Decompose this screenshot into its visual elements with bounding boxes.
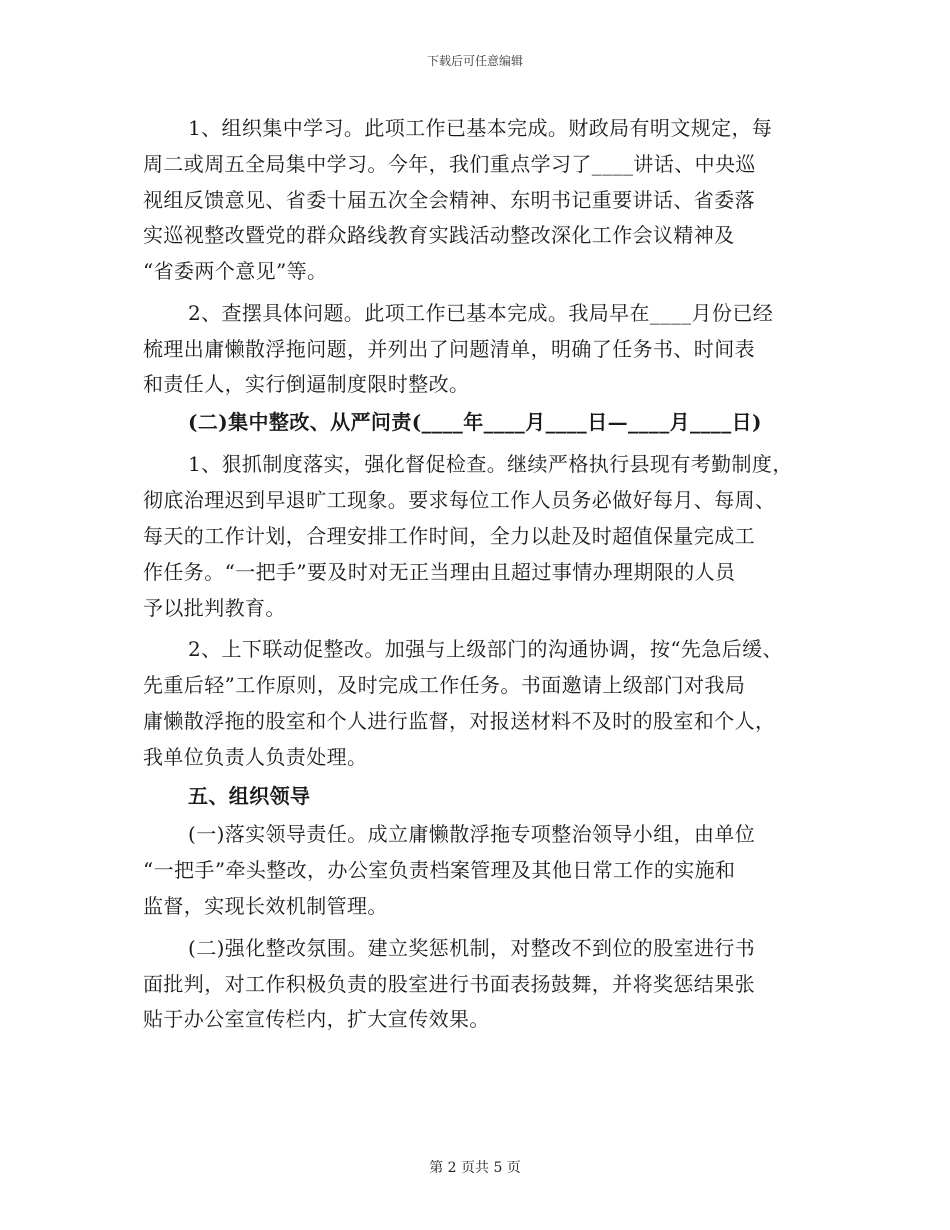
paragraph-line: 2、查摆具体问题。此项工作已基本完成。我局早在____月份已经 [188,301,774,325]
paragraph-line: 1、狠抓制度落实，强化督促检查。继续严格执行县现有考勤制度， [188,452,793,476]
paragraph-line: (一)落实领导责任。成立庸懒散浮拖专项整治领导小组，由单位 [188,822,756,846]
paragraph-line: 周二或周五全局集中学习。今年，我们重点学习了____讲话、中央巡 [143,152,756,176]
paragraph-line: 监督，实现长效机制管理。 [143,894,388,918]
paragraph-line: “一把手”牵头整改，办公室负责档案管理及其他日常工作的实施和 [143,858,736,882]
page-footer: 第 2 页共 5 页 [429,1160,521,1176]
paragraph-line: 1、组织集中学习。此项工作已基本完成。财政局有明文规定，每 [188,116,773,140]
section-heading: 五、组织领导 [188,784,311,808]
paragraph-line: (二)强化整改氛围。建立奖惩机制，对整改不到位的股室进行书 [188,936,756,960]
paragraph-line: 予以批判教育。 [143,596,286,620]
paragraph-line: 贴于办公室宣传栏内，扩大宣传效果。 [143,1007,490,1031]
paragraph-line: 视组反馈意见、省委十届五次全会精神、东明书记重要讲话、省委落 [143,188,755,212]
paragraph-line: 作任务。“一把手”要及时对无正当理由且超过事情办理期限的人员 [143,560,736,584]
paragraph-line: 和责任人，实行倒逼制度限时整改。 [143,372,470,396]
paragraph-line: 我单位负责人负责处理。 [143,745,368,769]
paragraph-line: 每天的工作计划，合理安排工作时间，全力以赴及时超值保量完成工 [143,524,755,548]
page-header: 下载后可任意编辑 [426,54,523,68]
paragraph-line: “省委两个意见”等。 [143,259,328,283]
paragraph-line: 2、上下联动促整改。加强与上级部门的沟通协调，按“先急后缓、 [188,637,783,661]
paragraph-line: 彻底治理迟到早退旷工现象。要求每位工作人员务必做好每月、每周、 [143,488,776,512]
paragraph-line: 先重后轻”工作原则，及时完成工作任务。书面邀请上级部门对我局 [143,673,746,697]
paragraph-line: 面批判，对工作积极负责的股室进行书面表扬鼓舞，并将奖惩结果张 [143,972,755,996]
paragraph-line: 实巡视整改暨党的群众路线教育实践活动整改深化工作会议精神及 [143,223,735,247]
section-heading: (二)集中整改、从严问责(____年____月____日—____月____日) [188,410,762,434]
paragraph-line: 梳理出庸懒散浮拖问题，并列出了问题清单，明确了任务书、时间表 [143,337,755,361]
paragraph-line: 庸懒散浮拖的股室和个人进行监督，对报送材料不及时的股室和个人， [143,709,776,733]
